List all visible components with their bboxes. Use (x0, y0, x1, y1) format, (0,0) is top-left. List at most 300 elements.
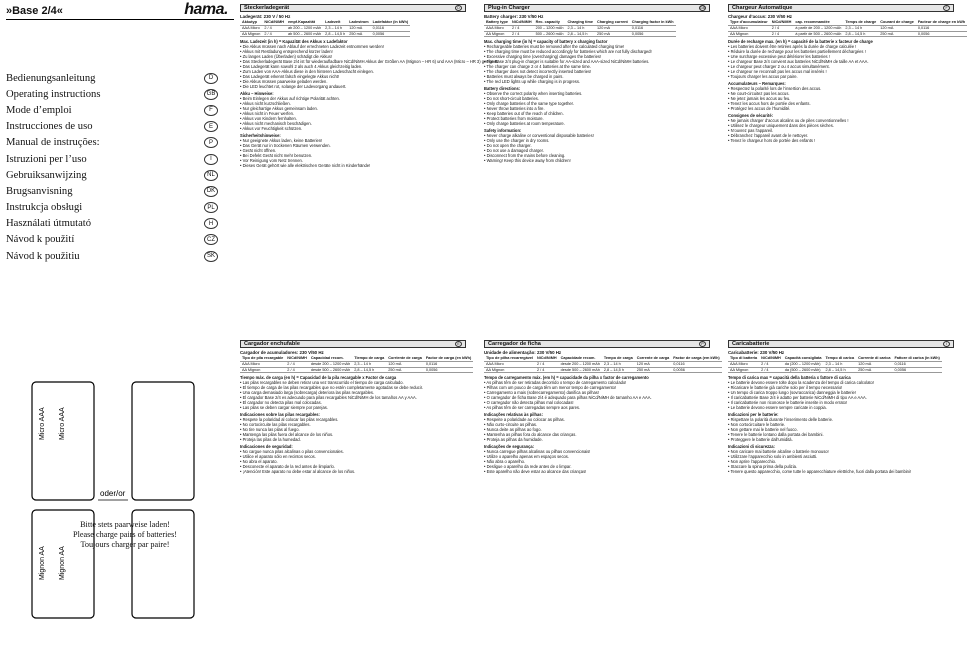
table-cell: AAA Micro (728, 26, 770, 32)
table-cell: AAA Micro (484, 362, 535, 368)
list-item: • Observe the correct polarity when inserting batteries. (484, 91, 710, 96)
language-item (6, 119, 218, 135)
block-heading: Tiempo máx. de carga (en h) = Capacidad de la pila recargable x Factor de carga (240, 375, 397, 381)
table-cell: AAA Micro (728, 362, 759, 368)
list-item: • No abra el aparato. (240, 459, 466, 464)
language-code-badge: I (204, 154, 218, 165)
table-header: Corrente de carga (636, 356, 670, 361)
list-item: • ¡Atención! Este aparato no debe estar al alcance de los niños. (240, 469, 466, 474)
table-header: Tipo di batteria (730, 356, 758, 361)
language-name: Brugsanvisning (6, 185, 73, 197)
language-item (6, 70, 218, 86)
language-item (6, 151, 218, 167)
list-item: • Proteja as pilhas da humidade. (484, 437, 710, 442)
table-cell: 2 / 4 (759, 362, 783, 368)
table-header: Tiempo de carga (354, 356, 385, 361)
language-item (6, 167, 218, 183)
block-heading: Indicazioni per le batterie: (728, 412, 779, 418)
list-item: • Tenez le chargeur hors de portée des enfants ! (728, 138, 954, 143)
table-cell: AA Mignon (484, 367, 535, 373)
list-item: • Toujours charger les accus par paire. (728, 74, 954, 79)
table-header: Facteur de charge en kWh (917, 20, 966, 25)
list-item: • Zum Laden von AAA-Akkus diese in den hinteren Ladeschacht einlegen. (240, 69, 466, 74)
table-cell: desde 500 – 2600 mAh (310, 367, 351, 372)
table-header: Charging factor in kWh (631, 20, 674, 25)
table-header: Type d’accumulateur (730, 20, 768, 25)
table-cell: 120 mA (856, 362, 892, 368)
language-code-badge: H (204, 218, 218, 229)
table-cell: 2,8 – 14,5 h (565, 31, 595, 37)
list-item: • The charger can charge 2 or 4 batteries at the same time. (484, 64, 710, 69)
list-item: • Carregamento a mais (sobrecarregamento) danifica as pilhas! (484, 390, 710, 395)
table-header: Corriente de carga (388, 356, 422, 361)
bay-label-2: Micro AAA (59, 407, 66, 440)
language-code-badge: CZ (204, 234, 218, 245)
list-item: • Disconnect from the mains before cleaning. (484, 153, 710, 158)
language-item (6, 248, 218, 264)
language-name: Gebruiksanwijzing (6, 169, 87, 181)
list-item: • Gerät nicht öffnen. (240, 148, 466, 153)
language-item (6, 232, 218, 248)
language-item (6, 200, 218, 216)
list-item: • As pilhas têm de ser retiradas decorrido o tempo de carregamento calculado! (484, 380, 710, 385)
table-cell: desde 200 – 1200 mAh (310, 362, 351, 366)
list-item: • Nunca deite as pilhas ao fogo. (484, 427, 710, 432)
section-code-badge: P (699, 341, 706, 347)
list-item: • Pilhas com um pouco de carga têm um menor tempo de carregamento! (484, 385, 710, 390)
list-item: • Le chargeur ne reconnaît pas les accus mal insérés ! (728, 69, 954, 74)
list-item: • Nunca carregue pilhas alcalinas ou pilhas convencionais! (484, 449, 710, 454)
table-cell: 0,0116 (424, 362, 473, 368)
table-cell: da (500 – 2600 mAh) (783, 367, 824, 373)
list-item: • Proteja las pilas de la humedad. (240, 437, 466, 442)
bay-label-1: Micro AAA (39, 407, 46, 440)
list-item: • Das Ladegerät kann sowohl 2 als auch 4 Akkus gleichzeitig laden. (240, 64, 466, 69)
charger-right-body (132, 382, 194, 500)
table-header: cap. recommandée (793, 20, 843, 25)
section-subtitle: Chargeur d’accus: 230 V/50 Hz (728, 14, 792, 19)
list-item: • Never throw batteries into a fire. (484, 106, 710, 111)
table-cell: 0,0116 (671, 362, 721, 368)
table-header: Capacidade recom. (559, 356, 602, 361)
table-cell: AAA Micro (240, 362, 285, 368)
list-item: • Desligue o aparelho da rede antes de o limpar. (484, 464, 710, 469)
list-item: • Le chargeur Base 2/4 convient aux batteries NiCd/NiMH de taille AA et AAA. (728, 59, 954, 64)
list-item: • The charger does not detect incorrectly inserted batteries! (484, 69, 710, 74)
block-heading: Safety information: (484, 127, 522, 133)
table-cell: 120 mA (347, 26, 370, 32)
table-cell: 2,3 – 14 h (565, 26, 595, 32)
document-header (6, 1, 234, 20)
list-item: • Dieses Gerät gehört wie alle elektrischen Geräte nicht in Kinderhände! (240, 163, 466, 168)
table-row (484, 31, 676, 37)
table-cell: 2 / 4 (535, 367, 559, 373)
list-item: • Batteries must always be charged in pairs. (484, 74, 710, 79)
table-header: Temps de charge (845, 20, 877, 25)
list-item: • Keep batteries out of the reach of children. (484, 111, 710, 116)
table-cell: 2 / 4 (285, 362, 309, 368)
block-heading: Max. charging time (in h) = capacity of battery x charging factor (484, 39, 608, 45)
table-cell: 2 / 4 (770, 26, 794, 32)
product-name: »Base 2/4« (6, 5, 63, 17)
language-name: Instrucciones de uso (6, 121, 93, 133)
list-item: • Only charge batteries at room temperature. (484, 121, 710, 126)
list-item: • Las pilas se deben cargar siempre por parejas. (240, 405, 466, 410)
table-cell: 2 / 4 (510, 26, 534, 32)
table-header: Tipo de pila recargable (242, 356, 284, 361)
pairs-note: Bitte stets paarweise laden! Please charge pairs of batteries! Toujours charger par paire! (73, 520, 177, 549)
charger-left-body (32, 382, 94, 500)
language-code-badge: P (204, 137, 218, 148)
language-name: Návod k použití (6, 234, 75, 246)
table-cell: à partir de 500 – 2600 mAh (795, 31, 842, 36)
table-row (484, 367, 722, 373)
section-title: Caricabatterie I (728, 340, 954, 348)
table-cell: ab 200 – 1200 mAh (288, 26, 322, 30)
section-title: Chargeur Automatique F (728, 4, 954, 12)
language-code-badge: F (204, 105, 218, 116)
list-item: • Rechargeable batteries must be removed after the calculated charging time! (484, 44, 710, 49)
table-cell: 120 mA (878, 26, 916, 32)
block-heading: Durée de recharge max. (en h) = capacité de la batterie x facteur de charge (728, 39, 873, 45)
list-item: • Ne jetez jamais les accus au feu. (728, 96, 954, 101)
section-code-badge: F (943, 5, 950, 11)
spec-table (240, 356, 473, 373)
list-item: • No cortocircuite las pilas recargables. (240, 422, 466, 427)
list-item: • Akkus von Kindern fernhalten. (240, 116, 466, 121)
list-item: • Ne court-circuitez pas les accus. (728, 91, 954, 96)
language-section (728, 340, 954, 665)
list-item: • Do not short-circuit batteries. (484, 96, 710, 101)
table-cell: 0,0116 (892, 362, 941, 368)
list-item: • Do not open the charger. (484, 143, 710, 148)
list-item: • El cargador Base 2/4 es adecuado para pilas recargables NiCd/NiMH de los tamaños AA y AAA. (240, 395, 466, 400)
block-heading: Sicherheitshinweise: (240, 132, 281, 138)
list-item: • Zu langes Laden (Überladen) schädigt die Akkus! (240, 54, 466, 59)
spec-table (484, 20, 676, 37)
language-section (728, 4, 966, 329)
list-item: • Le batterie devono essere sempre caricate in coppia. (728, 405, 954, 410)
language-name: Bedienungsanleitung (6, 72, 96, 84)
bay-label-4: Mignon AA (59, 546, 66, 580)
table-cell: AA Mignon (728, 367, 759, 373)
table-cell: 0,0056 (371, 31, 410, 37)
list-item: • Não curto-circuite as pilhas. (484, 422, 710, 427)
list-item: • Desconecte el aparato de la red antes de limpiarlo. (240, 464, 466, 469)
list-item: • Utilisez le chargeur uniquement dans des pièces sèches. (728, 123, 954, 128)
table-header: Factor de carga (em kWh) (673, 356, 720, 361)
table-header: NiCd/NiMH (771, 20, 792, 25)
block-heading: Battery directions: (484, 86, 521, 92)
brand-logo: hama. (184, 1, 228, 18)
list-item: • Akkus nicht in Feuer werfen. (240, 111, 466, 116)
table-cell: 500 – 2600 mAh (535, 31, 564, 36)
or-label: oder/or (100, 489, 126, 498)
list-item: • Mantenga las pilas fuera del alcance de los niños. (240, 432, 466, 437)
list-item: • Protégez les accus de l’humidité. (728, 106, 954, 111)
table-header: Capacidad recom. (309, 356, 352, 361)
language-code-badge: SK (204, 251, 218, 262)
table-header: Tipo de pilha recarregável (486, 356, 533, 361)
table-cell: 0,0056 (916, 31, 967, 37)
table-cell: 0,0116 (916, 26, 967, 32)
section-subtitle: Ladegerät: 230 V / 50 Hz (240, 14, 291, 19)
language-section (240, 340, 472, 665)
table-cell: 250 mA (856, 367, 892, 373)
table-header: Rec. capacity (534, 20, 566, 25)
table-cell: desde 500 – 2600 mAh (560, 367, 600, 372)
block-heading: Indicações de segurança: (484, 444, 535, 450)
list-item: • Die LED leuchtet rot, solange der Ladevorgang andauert. (240, 84, 466, 89)
table-header: Ladestrom (349, 20, 369, 25)
list-item: • Die Akkus müssen nach Ablauf der errechneten Ladezeit entnommen werden! (240, 44, 466, 49)
list-item: • Le batterie devono essere tolte dopo la scadenza del tempo di carica calcolato! (728, 380, 954, 385)
table-cell: AA Mignon (728, 31, 770, 37)
list-item: • Mantenha as pilhas fora do alcance das crianças. (484, 432, 710, 437)
table-cell: 2 / 4 (770, 31, 794, 37)
table-cell: AA Mignon (484, 31, 510, 37)
language-name: Mode d’emploi (6, 104, 72, 116)
block-heading: Tempo di carica max = capacità della batteria x fattore di carica (728, 375, 851, 381)
table-cell: 2,8 – 14,5 h (843, 31, 878, 37)
list-item: • Ne jamais charger d’accus alcalins ou de piles conventionnelles ! (728, 118, 954, 123)
language-name: Használati útmutató (6, 218, 92, 230)
list-item: • Une surcharge excessive peut détériorer les batteries ! (728, 54, 954, 59)
table-cell: 0,0056 (671, 367, 721, 373)
table-header: Charging time (567, 20, 593, 25)
table-cell: 200 – 1200 mAh (535, 26, 564, 30)
table-header: Ladezeit (323, 20, 347, 25)
list-item: • Do not use a damaged charger. (484, 148, 710, 153)
table-row (240, 367, 473, 373)
section-code-badge: I (943, 341, 950, 347)
block-heading: Accumulateurs – Remarques: (728, 81, 786, 87)
list-item: • Tenere questo apparecchio, come tutte le apparecchiature elettriche, fuori dalla portata dei bambini! (728, 469, 954, 474)
section-title: Cargador enchufable E (240, 340, 466, 348)
table-cell: 0,0056 (630, 31, 676, 37)
table-cell: 250 mA (595, 31, 630, 37)
table-cell: 2 / 4 (262, 26, 286, 32)
list-item: • Proteggere le batterie dall’umidità. (728, 437, 954, 442)
language-name: Návod k použitiu (6, 250, 80, 262)
section-code-badge: GB (700, 5, 705, 10)
table-cell: 250 mA (635, 367, 672, 373)
table-cell: da (200 – 1200 mAh) (783, 362, 824, 368)
table-header: Corrente di carica (858, 356, 891, 361)
block-heading: Indicações relativas às pilhas: (484, 412, 543, 418)
section-code-badge: D (455, 5, 462, 11)
list-item: • Este aparelho não deve estar ao alcance das crianças! (484, 469, 710, 474)
table-cell: 250 mA (878, 31, 916, 37)
list-item: • El cargador no detecta pilas mal colocadas. (240, 400, 466, 405)
list-item: • Das Ladegerät erkennt falsch eingelegte Akkus nicht! (240, 74, 466, 79)
table-cell: 2,8 – 14,5 h (602, 367, 635, 373)
language-code-badge: D (204, 73, 218, 84)
language-name: Manual de instruções: (6, 137, 100, 149)
language-name: Istruzioni per l’uso (6, 153, 87, 165)
table-header: Courant de charge (880, 20, 914, 25)
list-item: • Non gettare mai le batterie nel fuoco. (728, 427, 954, 432)
table-cell: à partir de 200 – 1200 mAh (795, 26, 842, 30)
list-item: • Non caricare mai batterie alcaline o batterie monouso! (728, 449, 954, 454)
language-name: Instrukcja obsługi (6, 202, 83, 214)
table-header: Charging current (596, 20, 628, 25)
list-item: • Débranchez l’appareil avant de le nettoyer. (728, 133, 954, 138)
table-cell: 2,3 – 14 h (602, 362, 635, 368)
table-header: Factor de carga (en kWh) (425, 356, 472, 361)
list-item: • Only charge batteries of the same type together. (484, 101, 710, 106)
list-item: • Bei Defekt Gerät nicht mehr benutzen. (240, 153, 466, 158)
language-name: Operating instructions (6, 88, 101, 100)
section-subtitle: Cargador de acumuladores: 230 V/50 Hz (240, 350, 324, 355)
list-item: • Non cortocircuitare le batterie. (728, 422, 954, 427)
table-cell: 2,8 – 14,5 h (824, 367, 857, 373)
table-header: NiCd/NiMH (761, 356, 781, 361)
list-item: • The Base 2/4 plug-in charger is suitable for AA-sized and AAA-sized NiCd/NiMH batteries. (484, 59, 710, 64)
language-code-badge: DK (204, 186, 218, 197)
list-item: • As pilhas têm de ser carregadas sempre aos pares. (484, 405, 710, 410)
spec-table (240, 20, 410, 37)
language-code-badge: GB (204, 89, 218, 100)
block-heading: Indicaciones de seguridad: (240, 444, 293, 450)
table-header: empf.Kapazität (286, 20, 323, 25)
list-item: • Das Steckerladegerät Base 2/4 ist für wiederaufladbare NiCd/NiMH Akkus der Größen AA (Mignon – HR 6) und AAA (Micro – HR 3) geeignet! (240, 59, 466, 64)
language-list (6, 70, 218, 264)
list-item: • Utilice el aparato sólo en recintos secos. (240, 454, 466, 459)
table-cell: AA Mignon (242, 31, 261, 36)
table-header: NiCd/NiMH (287, 356, 307, 361)
list-item: • Excessive charging time (overcharging) damages the batteries! (484, 54, 710, 59)
list-item: • Akkus nicht kurzschließen. (240, 101, 466, 106)
table-cell: AAA Micro (484, 26, 510, 32)
language-item (6, 102, 218, 118)
list-item: • Tenez les accus hors de portée des enfants. (728, 101, 954, 106)
section-subtitle: Unidade de alimentação: 230 V/50 Hz (484, 350, 562, 355)
table-cell: 2,3 – 14 h (323, 26, 347, 32)
table-header: Tempo de carga (603, 356, 633, 361)
table-row (240, 31, 410, 37)
list-item: • Utilizzare l’apparecchio solo in ambienti asciutti. (728, 454, 954, 459)
bay-label-3: Mignon AA (39, 546, 46, 580)
language-item (6, 183, 218, 199)
list-item: • Das Gerät nur in trockenen Räumen verwenden. (240, 143, 466, 148)
section-title: Plug-in Charger GB (484, 4, 710, 12)
table-cell: 2,3 – 14 h (352, 362, 386, 368)
block-heading: Indicaciones sobre las pilas recargables: (240, 412, 320, 418)
language-item (6, 86, 218, 102)
list-item: • Nur geeignete Akkus laden, keine Batterien! (240, 138, 466, 143)
spec-table (728, 20, 967, 37)
list-item: • Akkus vor Feuchtigkeit schützen. (240, 126, 466, 131)
section-title: Steckerladegerät D (240, 4, 466, 12)
list-item: • Respectez la polarité lors de l’insertion des accus. (728, 86, 954, 91)
block-heading: Tempo de carregamento máx. (em h) = capacidade da pilha x factor de carregamento (484, 375, 649, 381)
list-item: • Beim Einlegen der Akkus auf richtige Polarität achten. (240, 96, 466, 101)
table-cell: 2 / 4 (535, 362, 559, 368)
block-heading: Akku – Hinweise: (240, 91, 274, 97)
section-title: Carregador de ficha P (484, 340, 710, 348)
list-item: • O carregador não detecta pilhas mal colocadas! (484, 400, 710, 405)
charger-illustration (20, 380, 220, 620)
list-item: • Respeite a polaridade ao colocar as pilhas. (484, 417, 710, 422)
list-item: • Il caricabatterie Base 2/4 è adatto per batterie NiCd/NiMH di tipo AA e AAA. (728, 395, 954, 400)
table-row (728, 367, 942, 373)
block-heading: Indicazioni di sicurezza: (728, 444, 775, 450)
table-header: NiCd/NiMH (537, 356, 557, 361)
list-item: • Il caricabatterie non riconosce le batterie inserite in modo errato! (728, 400, 954, 405)
list-item: • Akkus mit Restladung entsprechend kürzer laden! (240, 49, 466, 54)
table-cell: 2,3 – 14 h (843, 26, 878, 32)
table-header: Ladefaktor (in kWh) (372, 20, 409, 25)
list-item: • Las pilas recargables se deben retirar una vez transcurrido el tiempo de carga calculado. (240, 380, 466, 385)
list-item: • Rispettare la polarità durante l’inserimento delle batterie. (728, 417, 954, 422)
table-header: Capacità consigliata (784, 356, 822, 361)
block-heading: Consignes de sécurité: (728, 113, 774, 119)
table-cell: desde 200 – 1200 mAh (560, 362, 600, 366)
list-item: • Protect batteries from moisture. (484, 116, 710, 121)
table-cell: 2 / 4 (510, 31, 534, 37)
table-cell: 120 mA (595, 26, 630, 32)
table-header: NiCd/NiMH (511, 20, 532, 25)
list-item: • No tire nunca las pilas al fuego. (240, 427, 466, 432)
table-cell: 2 / 4 (285, 367, 309, 373)
list-item: • Vor Reinigung vom Netz trennen. (240, 158, 466, 163)
section-code-badge: E (455, 341, 462, 347)
table-cell: 0,0056 (424, 367, 473, 373)
table-cell: AAA Micro (240, 26, 262, 32)
table-cell: 2 / 4 (262, 31, 286, 37)
table-header: Fattore di carica (in kWh) (894, 356, 940, 361)
list-item: • O carregador de ficha Base 2/4 é adequado para pilhas NiCd/NiMH de tamanho AA e AAA. (484, 395, 710, 400)
language-code-badge: PL (204, 202, 218, 213)
list-item: • Tenere le batterie lontano dalla portata dei bambini. (728, 432, 954, 437)
list-item: • Réduire la durée de recharge pour les batteries partiellement déchargées ! (728, 49, 954, 54)
table-header: Akkutyp (240, 20, 262, 25)
list-item: • The red LED lights up while charging is in progress. (484, 79, 710, 84)
language-code-badge: E (204, 121, 218, 132)
list-item: • Warning! Keep this device away from children! (484, 158, 710, 163)
list-item: • Staccare la spina prima della pulizia. (728, 464, 954, 469)
list-item: • Never charge alkaline or conventional disposable batteries! (484, 133, 710, 138)
table-cell: AA Mignon (240, 367, 285, 373)
table-cell: 2 / 4 (759, 367, 783, 373)
language-item (6, 216, 218, 232)
block-heading: Max. Ladezeit (in h) = Kapazität des Akkus x Ladefaktor (240, 39, 348, 45)
list-item: • No cargue nunca pilas alcalinas o pilas convencionales. (240, 449, 466, 454)
list-item: • The charging time must be reduced accordingly for batteries which are not fully discharged! (484, 49, 710, 54)
table-cell: 120 mA (635, 362, 672, 368)
table-cell: 120 mA (386, 362, 424, 368)
list-item: • Nur gleichartige Akkus gemeinsam laden. (240, 106, 466, 111)
list-item: • Não abra o aparelho. (484, 459, 710, 464)
table-cell: 2,3 – 14 h (824, 362, 857, 368)
list-item: • El tiempo de carga de las pilas recargables que no estén completamente agotadas se debe reducir. (240, 385, 466, 390)
table-cell: ab 500 – 2600 mAh (288, 31, 322, 36)
table-cell: 2,8 – 14,5 h (352, 367, 386, 373)
list-item: • Non aprire l’apparecchio. (728, 459, 954, 464)
table-header: NiCd/NiMH (264, 20, 284, 25)
list-item: • Akkus nicht mechanisch beschädigen. (240, 121, 466, 126)
table-cell: 0,0116 (630, 26, 676, 32)
list-item: • Ricaricare le batterie già cariche solo per il tempo necessario! (728, 385, 954, 390)
list-item: • Only use the charger in dry rooms. (484, 138, 710, 143)
list-item: • Una carga demasiado larga (sobrecarga) deteriora las pilas recargables. (240, 390, 466, 395)
list-item: • Le chargeur peut charger 2 ou 4 accus simultanément. (728, 64, 954, 69)
list-item: • Respete la polaridad al colocar las pilas recargables. (240, 417, 466, 422)
language-code-badge: NL (204, 170, 218, 181)
table-header: Tempo di carica (825, 356, 855, 361)
table-header: Battery type (486, 20, 508, 25)
